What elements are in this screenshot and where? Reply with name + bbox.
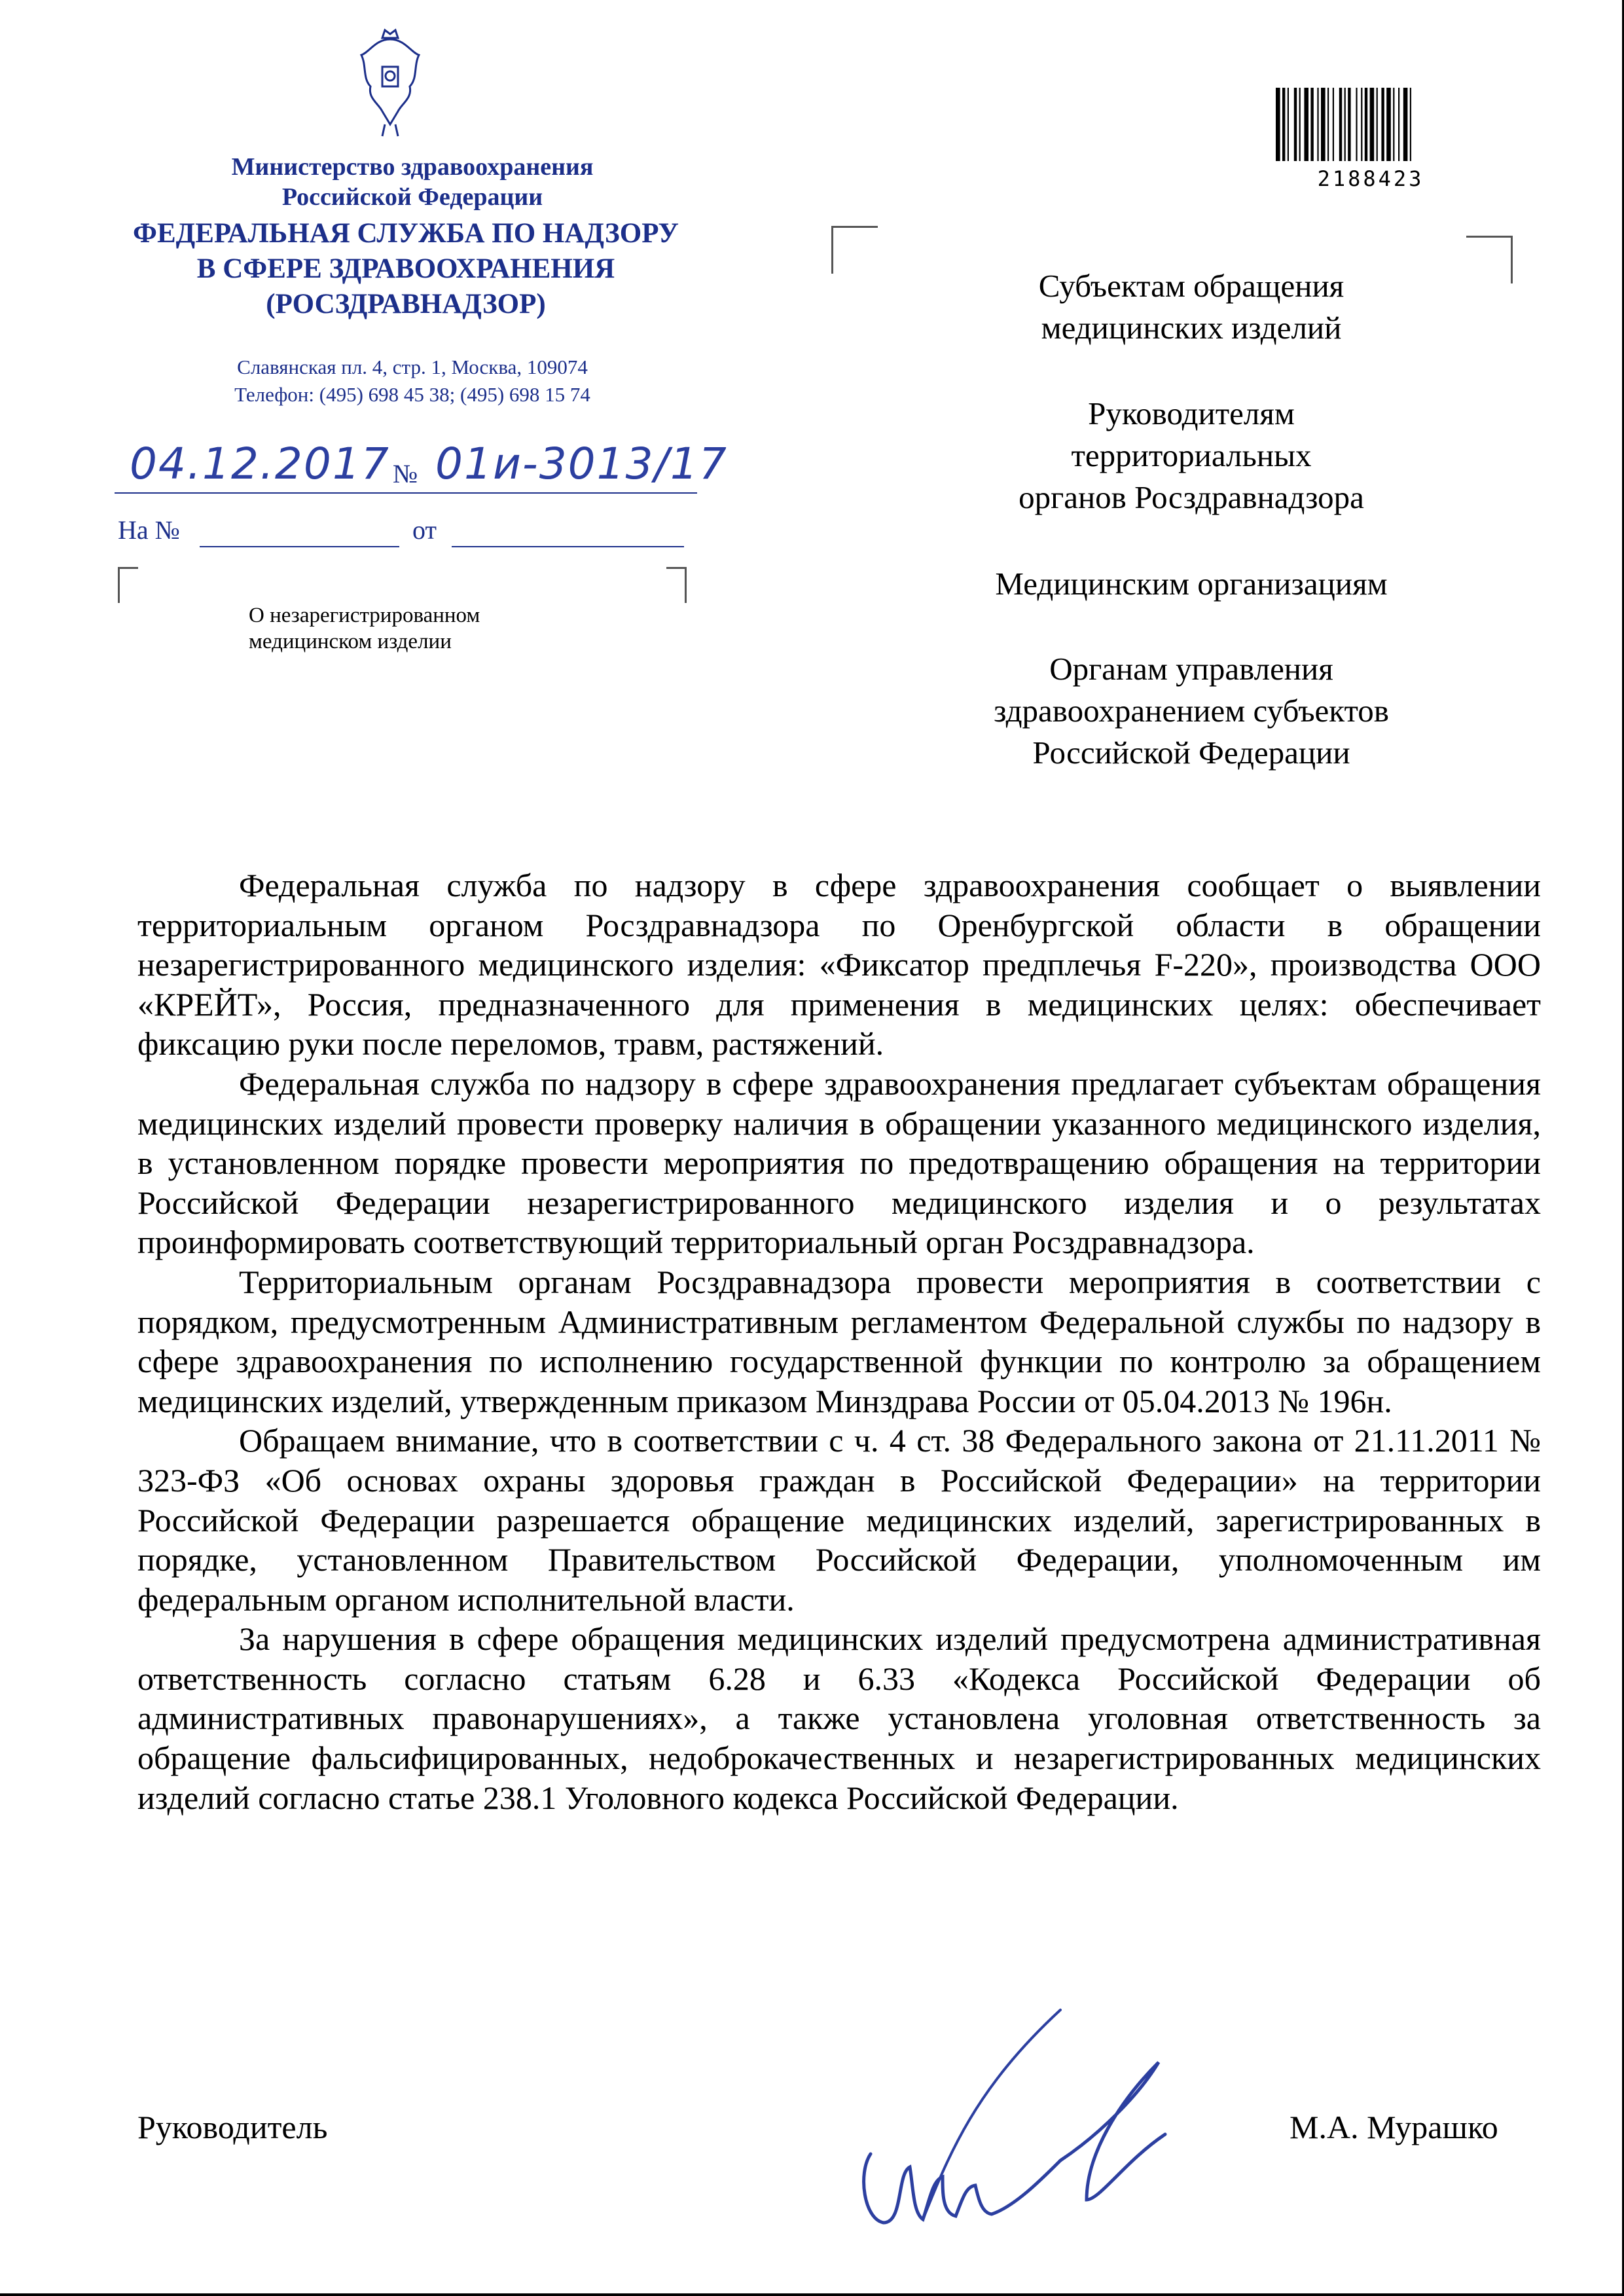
barcode-number: 2188423 [1317,166,1424,191]
barcode [1273,85,1468,177]
barcode-bar [1304,88,1308,161]
subject-corner-right [666,567,687,603]
service-name [92,216,720,322]
barcode-bar [1398,88,1399,161]
handwritten-signature [851,2003,1257,2239]
addressee-1-line-1: Субъектам обращения [1038,268,1344,304]
body-paragraph-3: Территориальным органам Росздравнадзора провести мероприятия в соответствии с порядком, предусмотренным Административным регламентом Федеральной службы по надзору в сфере здравоохранения по исполнению государственной функции по контролю за обращением медицинских изделий, утвержденным приказом Минздрава России от 05.04.2013 № 196н. [137,1263,1541,1419]
addressee-4-line-1: Органам управления [1049,651,1333,687]
body-paragraph-5: За нарушения в сфере обращения медицинских изделий предусмотрена административная ответственность согласно статьям 6.28 и 6.33 «Кодекса Российской Федерации об административных правонарушениях», а также установлена уголовная ответственность за обращение фальсифицированных, недоброкачественных и незарегистрированных медицинских изделий согласно статье 238.1 Уголовного кодекса Российской Федерации. [137,1620,1541,1816]
outgoing-number-sign: № [393,459,418,488]
incoming-number-label: На № [118,515,180,545]
barcode-bar [1386,88,1391,161]
coat-of-arms-icon [356,26,424,144]
ministry-name [118,152,707,212]
outgoing-underline [115,492,697,494]
agency-phone: Телефон: (495) 698 45 38; (495) 698 15 74 [234,383,590,406]
addressee-block-3 [916,563,1466,605]
addressee-corner-right [1466,236,1513,283]
barcode-bar [1317,88,1318,161]
barcode-bar [1344,88,1346,161]
incoming-date-blank [452,546,684,547]
addressee-3-line-1: Медицинским организациям [995,566,1388,602]
service-line-3: (РОСЗДРАВНАДЗОР) [266,289,546,319]
service-line-2: В СФЕРЕ ЗДРАВООХРАНЕНИЯ [196,253,615,284]
barcode-bar [1339,88,1342,161]
scan-border-bottom [0,2293,1624,2296]
barcode-bar [1294,88,1297,161]
barcode-bar [1361,88,1362,161]
body-paragraph-1: Федеральная служба по надзору в сфере здравоохранения сообщает о выявлении территориальным органом Росздравнадзора по Оренбургской области в обращении незарегистрированного медицинского изделия: «Фиксатор предплечья F-220», производства ООО «КРЕЙТ», Россия, предназначенного для применения в медицинских целях: обеспечивает фиксацию руки после переломов, травм, растяжений. [137,867,1541,1063]
barcode-bar [1310,88,1313,161]
barcode-bar [1276,88,1280,161]
body-paragraph-4: Обращаем внимание, что в соответствии с ч. 4 ст. 38 Федерального закона от 21.11.2011 № 323-ФЗ «Об основах охраны здоровья граждан в Российской Федерации» на территории Российской Федерации разрешается обращение медицинских изделий, зарегистрированных в порядке, установленном Правительством Российской Федерации, уполномоченным им федеральным органом исполнительной власти. [137,1422,1541,1618]
barcode-bar [1393,88,1394,161]
barcode-bar [1365,88,1367,161]
addressee-block-4 [916,648,1466,774]
barcode-bar [1403,88,1408,161]
addressee-2-line-2: территориальных [1071,437,1312,473]
barcode-bar [1288,88,1289,161]
barcode-bar [1321,88,1326,161]
ministry-line-1: Министерство здравоохранения [231,153,594,181]
barcode-bar [1370,88,1375,161]
barcode-bar [1299,88,1301,161]
barcode-bar [1282,88,1285,161]
addressee-4-line-3: Российской Федерации [1032,735,1350,771]
barcode-bar [1377,88,1378,161]
signer-role: Руководитель [137,2109,328,2145]
letter-body [137,866,1541,1817]
barcode-bar [1327,88,1329,161]
subject-corner-left [118,567,138,603]
addressee-4-line-2: здравоохранением субъектов [994,693,1389,729]
service-line-1: ФЕДЕРАЛЬНАЯ СЛУЖБА ПО НАДЗОРУ [133,218,679,249]
barcode-bar [1348,88,1350,161]
addressee-corner-left [831,226,878,274]
incoming-number-blank [200,546,399,547]
ministry-line-2: Российской Федерации [281,183,543,211]
addressee-2-line-1: Руководителям [1088,395,1295,431]
addressee-2-line-3: органов Росздравнадзора [1019,479,1364,515]
letter-subject [249,602,563,655]
barcode-bar [1356,88,1357,161]
outgoing-number: 01и-3013/17 [435,439,728,489]
subject-line-1: О незарегистрированном [249,604,480,627]
barcode-bar [1333,88,1334,161]
agency-address: Славянская пл. 4, стр. 1, Москва, 109074 [237,355,588,378]
agency-contacts [118,354,707,409]
signer-name: М.А. Мурашко [1290,2109,1498,2145]
barcode-bar [1381,88,1384,161]
addressee-block-2 [916,393,1466,519]
outgoing-date: 04.12.2017 [130,439,390,489]
barcode-bar [1410,88,1411,161]
subject-line-2: медицинском изделии [249,630,452,653]
body-paragraph-2: Федеральная служба по надзору в сфере здравоохранения предлагает субъектам обращения медицинских изделий провести проверку наличия в обращении указанного медицинского изделия, в установленном порядке провести мероприятия по предотвращению обращения на территории Российской Федерации незарегистрированного медицинского изделия и о результатах проинформировать соответствующий территориальный орган Росздравнадзора. [137,1065,1541,1261]
incoming-date-label: от [412,515,437,545]
addressee-1-line-2: медицинских изделий [1041,310,1342,346]
addressee-block-1 [916,265,1466,349]
